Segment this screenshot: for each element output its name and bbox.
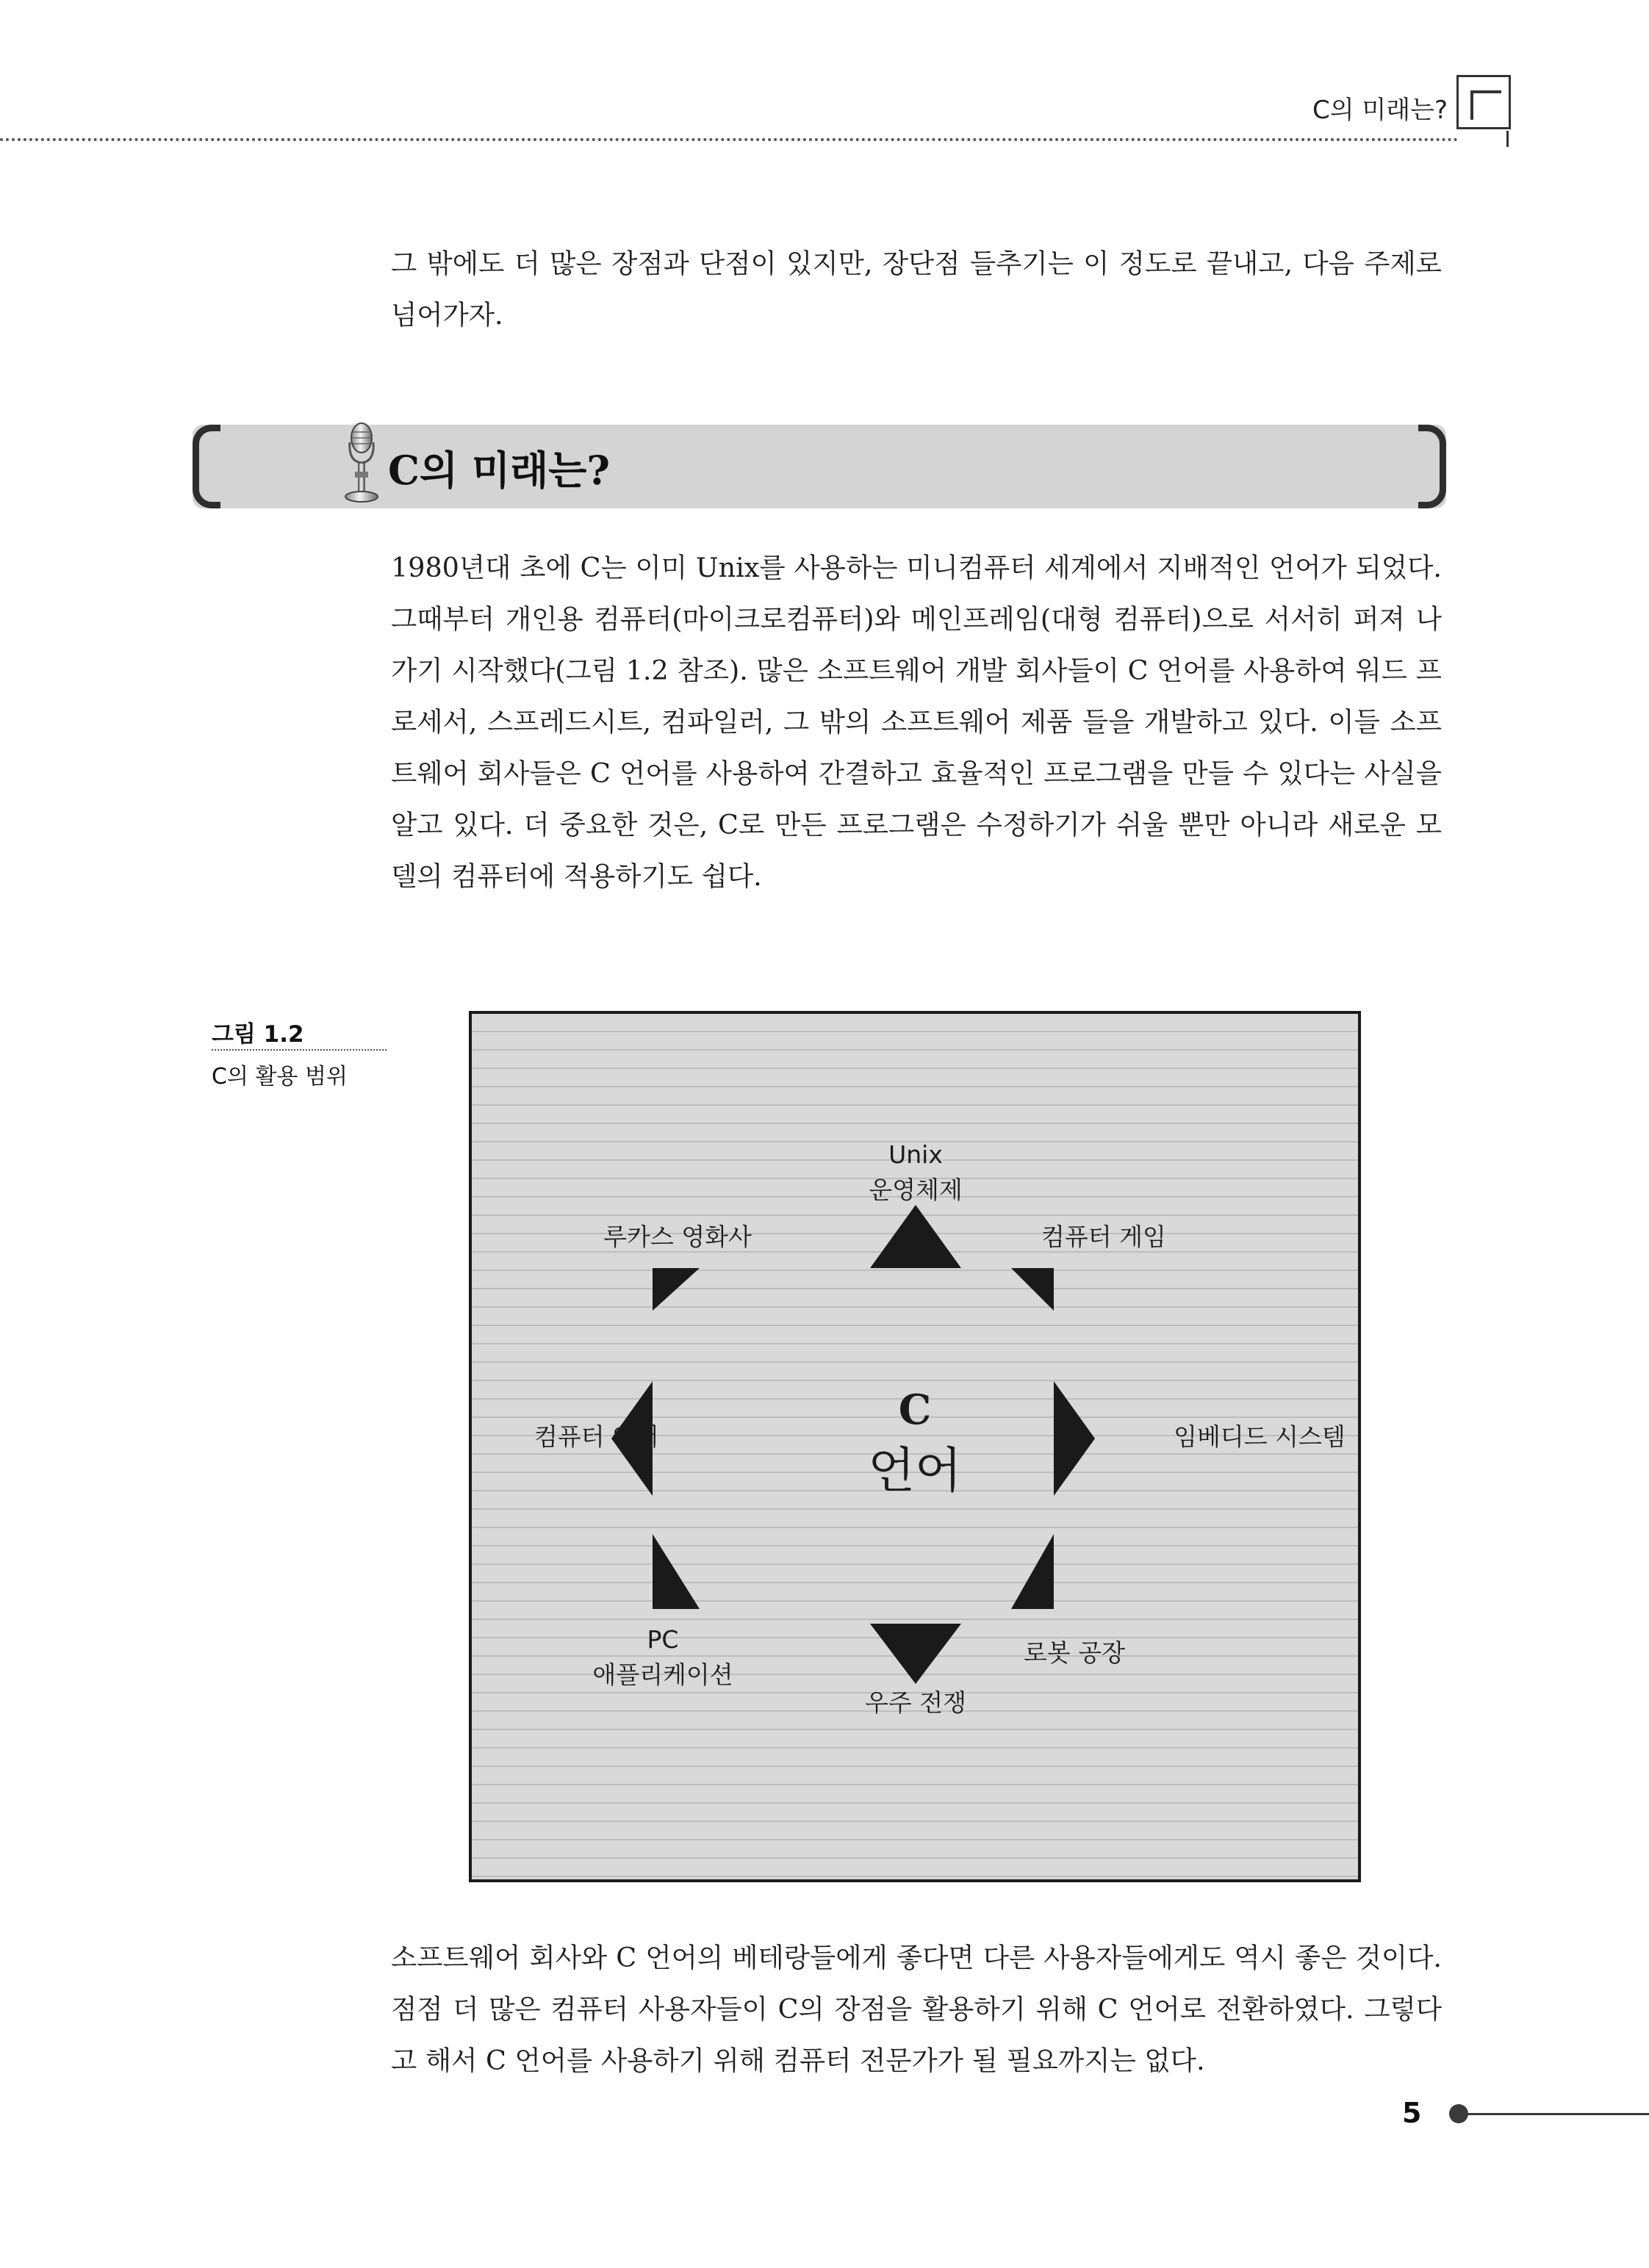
center-language-word: 언어	[868, 1442, 962, 1499]
page-number: 5	[1402, 2097, 1422, 2129]
label-pc-line2: 애플리케이션	[592, 1660, 733, 1689]
label-lucasfilm: 루카스 영화사	[603, 1223, 752, 1251]
microphone-icon	[335, 420, 387, 508]
header-corner-mark	[1456, 75, 1511, 129]
footer-dot-icon	[1449, 2104, 1468, 2123]
arrow-down-left	[653, 1534, 700, 1609]
arrow-up-left	[653, 1268, 700, 1311]
header-rule-tail	[1506, 131, 1509, 147]
label-embedded-systems: 임베디드 시스템	[1174, 1422, 1346, 1451]
label-unix	[842, 1137, 989, 1208]
figure-caption-rule	[212, 1049, 387, 1051]
running-header-title: C의 미래는?	[1312, 96, 1448, 125]
label-pc-line1: PC	[647, 1625, 679, 1654]
arrow-down	[870, 1624, 961, 1684]
corner-bracket-icon	[1470, 90, 1501, 120]
intro-paragraph: 그 밖에도 더 많은 장점과 단점이 있지만, 장단점 들추기는 이 정도로 끝내고, 다음 주제로 넘어가자.	[391, 248, 1442, 331]
label-unix-line1: Unix	[888, 1140, 943, 1169]
arrow-right	[1054, 1381, 1095, 1496]
label-computer-games: 컴퓨터 게임	[1041, 1223, 1166, 1251]
history-paragraph: 1980년대 초에 C는 이미 Unix를 사용하는 미니컴퓨터 세계에서 지배적인 언어가 되었다. 그때부터 개인용 컴퓨터(마이크로컴퓨터)와 메인프레임(대형 컴퓨터)으로 서서히 퍼져 나가기 시작했다(그림 1.2 참조). 많은 소프트웨어 개발 회사들이 C 언어를 사용하여 워드 프로세서, 스프레드시트, 컴파일러, 그 밖의 소프트웨어 제품 들을 개발하고 있다. 이들 소프트웨어 회사들은 C 언어를 사용하여 간결하고 효율적인 프로그램을 만들 수 있다는 사실을 알고 있다. 더 중요한 것은, C로 만든 프로그램은 수정하기가 쉬울 뿐만 아니라 새로운 모델의 컴퓨터에 적용하기도 쉽다.	[391, 552, 1442, 892]
arrow-up	[870, 1205, 961, 1268]
section-title: C의 미래는?	[388, 447, 611, 494]
arrow-up-right	[1011, 1268, 1054, 1311]
arrow-down-right	[1011, 1534, 1054, 1609]
center-c-letter: C	[898, 1386, 932, 1434]
heading-bracket-left	[193, 425, 220, 508]
users-paragraph: 소프트웨어 회사와 C 언어의 베테랑들에게 좋다면 다른 사용자들에게도 역시 좋은 것이다. 점점 더 많은 컴퓨터 사용자들이 C의 장점을 활용하기 위해 C 언어로 전환하였다. 그렇다고 해서 C 언어를 사용하기 위해 컴퓨터 전문가가 될 필요까지는 없다.	[391, 1942, 1442, 2076]
figure-caption: C의 활용 범위	[212, 1064, 348, 1090]
c-usage-diagram	[469, 1011, 1361, 1882]
label-star-wars: 우주 전쟁	[864, 1688, 966, 1717]
label-pc-applications	[567, 1622, 758, 1693]
label-robot-factory: 로봇 공장	[1023, 1638, 1125, 1667]
heading-bracket-right	[1418, 425, 1446, 508]
figure-number: 그림 1.2	[212, 1021, 304, 1048]
label-unix-line2: 운영체제	[869, 1176, 963, 1204]
header-dotted-rule	[0, 138, 1459, 141]
footer-rule	[1467, 2113, 1649, 2115]
label-computer-languages: 컴퓨터 언어	[534, 1422, 659, 1451]
